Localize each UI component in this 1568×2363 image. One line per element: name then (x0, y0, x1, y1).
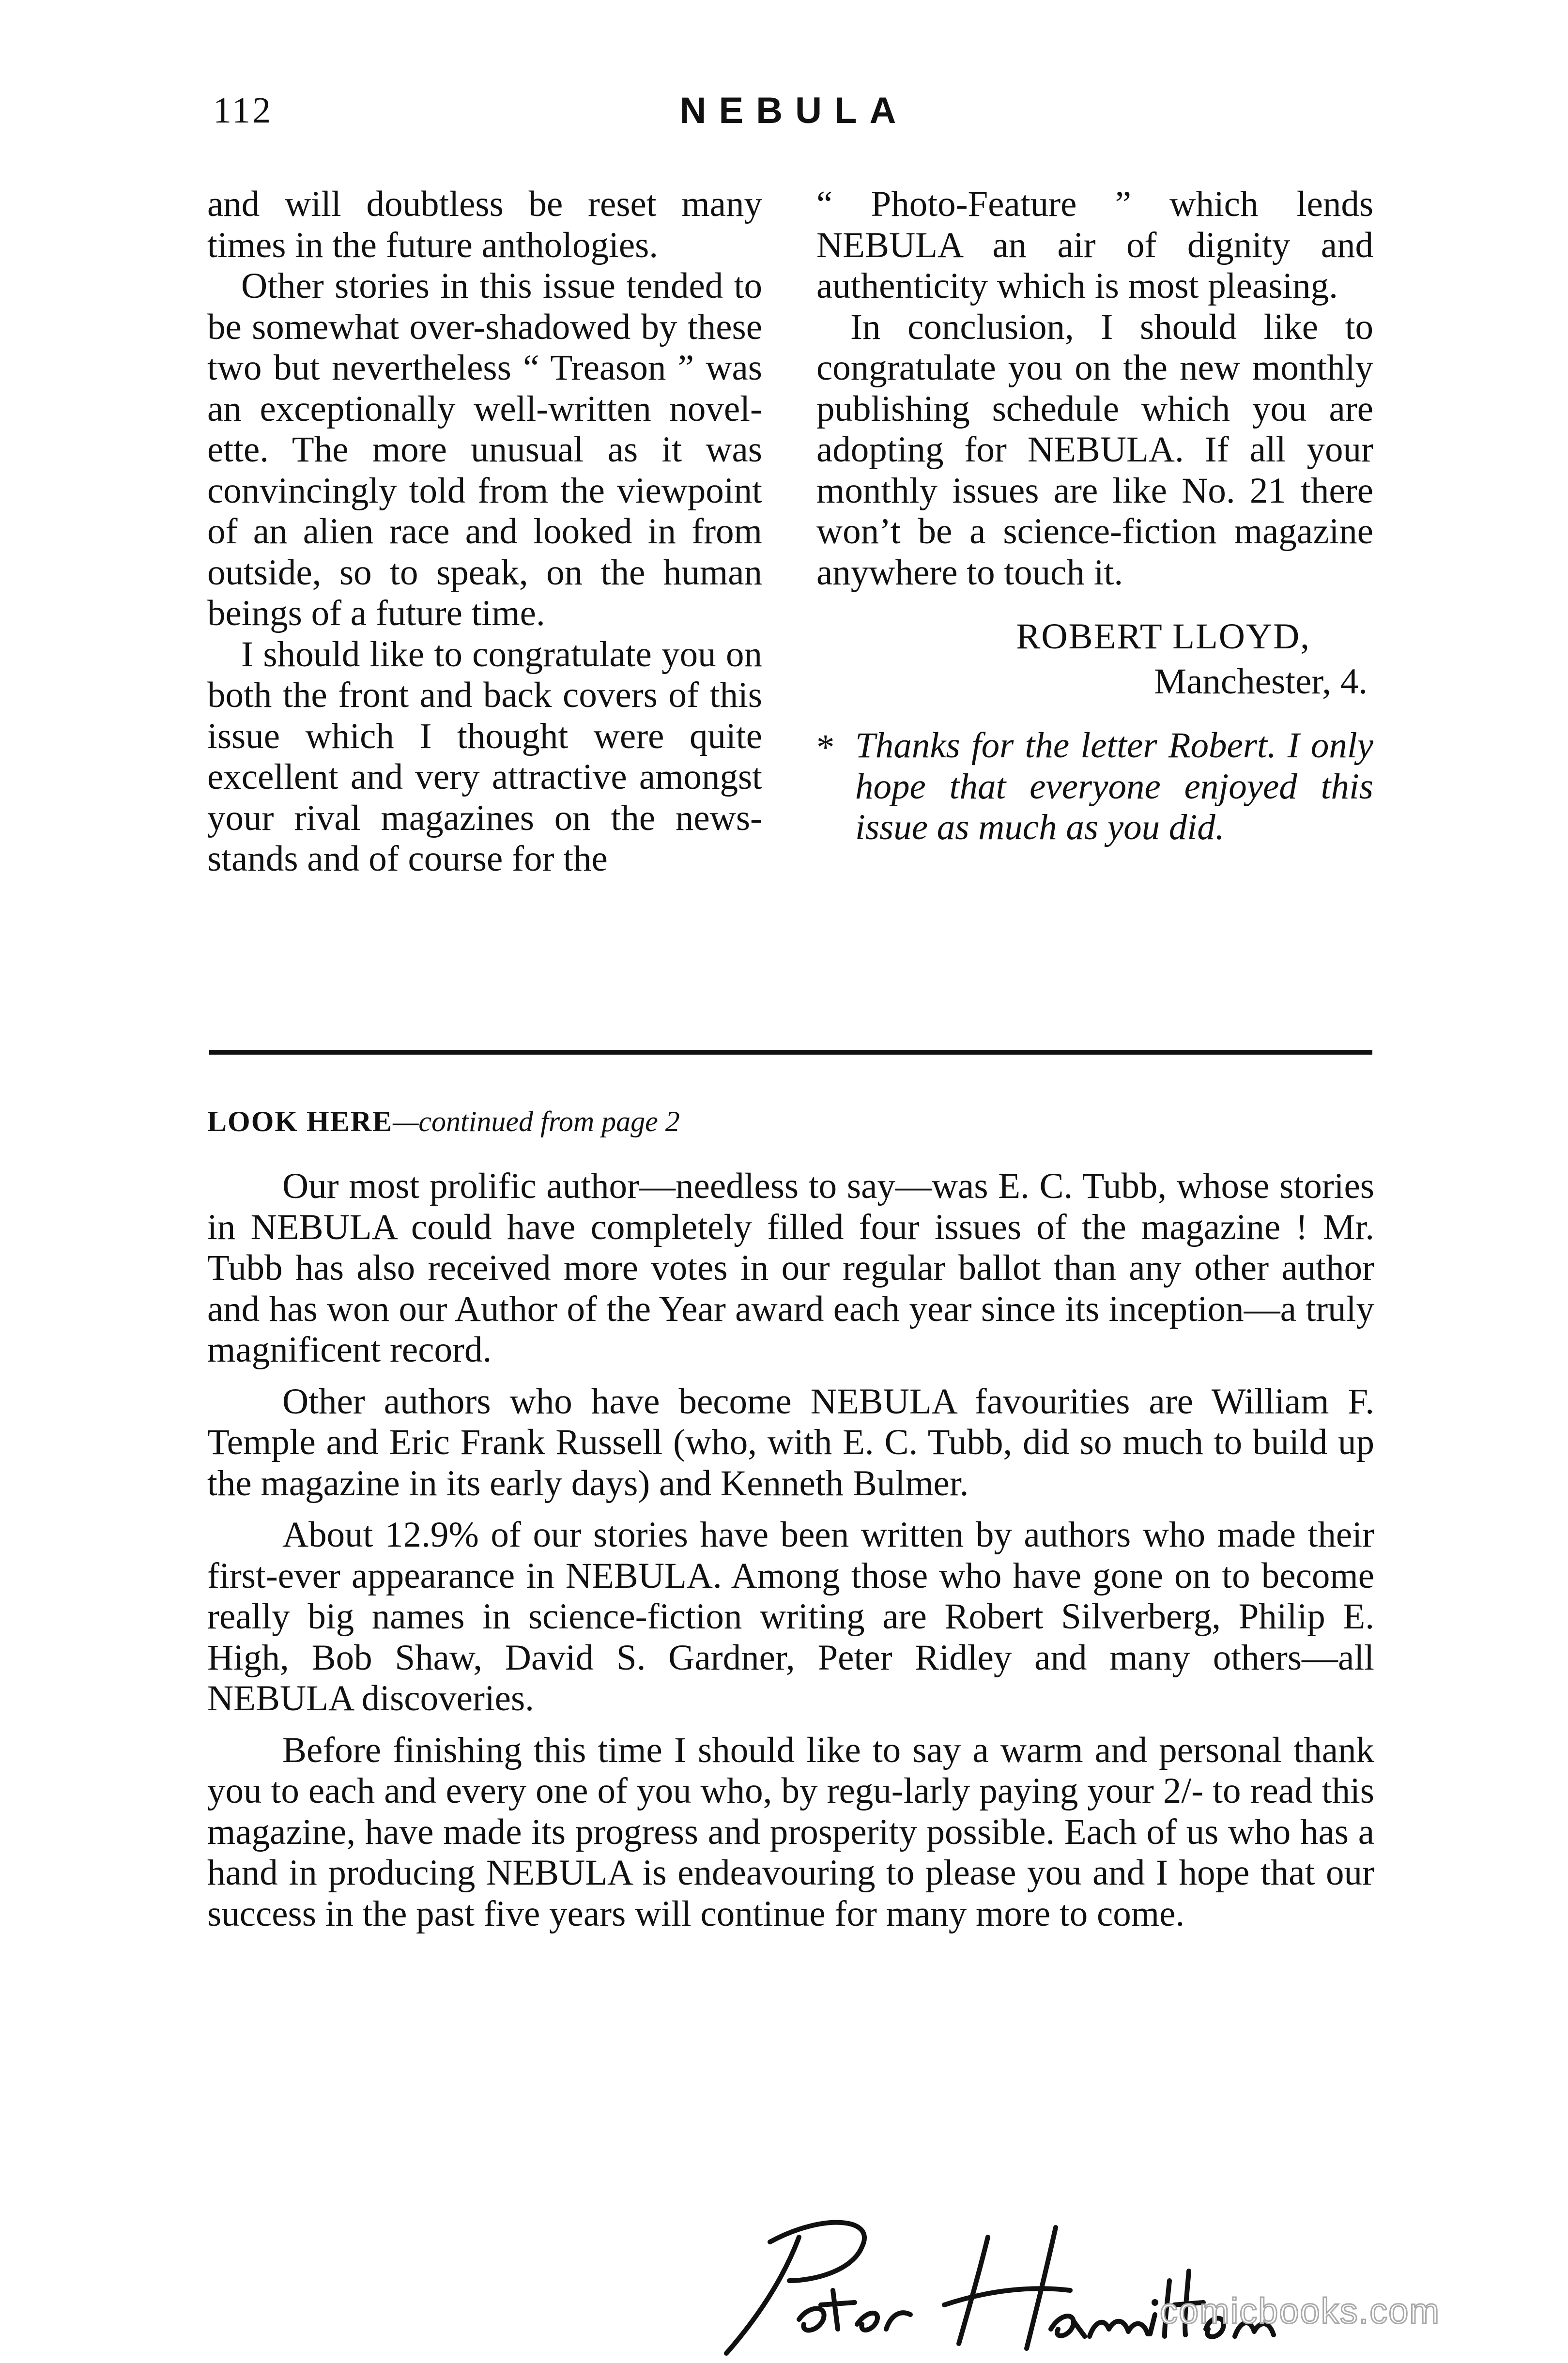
handwritten-signature (717, 2208, 1385, 2363)
watermark: comicbooks.com (1160, 2291, 1441, 2331)
editorial-paragraph: Our most prolific author—needless to say—was E. C. Tubb, whose stories in NEBULA could have completely filled four issues of the magazine ! Mr. Tubb has also received more votes in our regular ballot than any other author and has won our Author of the Year award each year since its inception—a truly magnificent record. (207, 1166, 1374, 1370)
section-divider (209, 1050, 1372, 1055)
editor-reply (816, 725, 1373, 848)
magazine-title: NEBULA (679, 90, 909, 131)
section-title: LOOK HERE (207, 1105, 393, 1137)
page-header (213, 90, 1375, 143)
letter-paragraph: and will doubtless be reset many times in the future anthologies. (207, 184, 762, 265)
editorial-paragraph: About 12.9% of our stories have been written by authors who made their first-ever appearance in NEBULA. Among those who have gone on to become really big names in science-fiction writing are Robert Silverberg, Philip E. High, Bob Shaw, David S. Gardner, Peter Ridley and many others—all NEBULA discoveries. (207, 1515, 1374, 1719)
letter-paragraph: In conclusion, I should like to congratulate you on the new monthly publishing schedule which you are adopting for NEBULA. If all your monthly issues are like No. 21 there won’t be a science-fiction magazine anywhere to touch it. (816, 307, 1373, 593)
editorial-paragraph: Before finishing this time I should like to say a warm and personal thank you to each and every one of you who, by regu-larly paying your 2/- to read this magazine, have made its progress and prosperity possible. Each of us who has a hand in producing NEBULA is endeavouring to please you and I hope that our success in the past five years will continue for many more to come. (207, 1730, 1374, 1934)
editorial-body (207, 1166, 1374, 1945)
editorial-paragraph: Other authors who have become NEBULA favourities are William F. Temple and Eric Frank Russell (who, with E. C. Tubb, did so much to build up the magazine in its early days) and Kenneth Bulmer. (207, 1381, 1374, 1504)
editor-reply-text: Thanks for the letter Robert. I only hope that everyone enjoyed this issue as much as you did. (855, 725, 1373, 847)
continuation-note: —continued from page 2 (393, 1105, 680, 1137)
letter-left-column (207, 184, 762, 880)
letter-paragraph: Other stories in this issue tended to be somewhat over-shadowed by these two but nevertheless “ Treason ” was an exceptionally well-written novel-ette. The more unusual as it was convincingly told from the viewpoint of an alien race and looked in from outside, so to speak, on the human beings of a future time. (207, 266, 762, 633)
letter-author-place: Manchester, 4. (1154, 661, 1368, 702)
page-number: 112 (213, 90, 273, 131)
section-heading (207, 1105, 680, 1138)
letter-author-name: ROBERT LLOYD, (1016, 616, 1310, 657)
letter-right-column (816, 184, 1373, 848)
letter-paragraph: “ Photo-Feature ” which lends NEBULA an air of dignity and authenticity which is most pleasing. (816, 184, 1373, 306)
letter-paragraph: I should like to congratulate you on both the front and back covers of this issue which I thought were quite excellent and very attractive amongst your rival magazines on the news-stands and of course for the (207, 634, 762, 879)
asterisk-mark: * (816, 727, 835, 767)
